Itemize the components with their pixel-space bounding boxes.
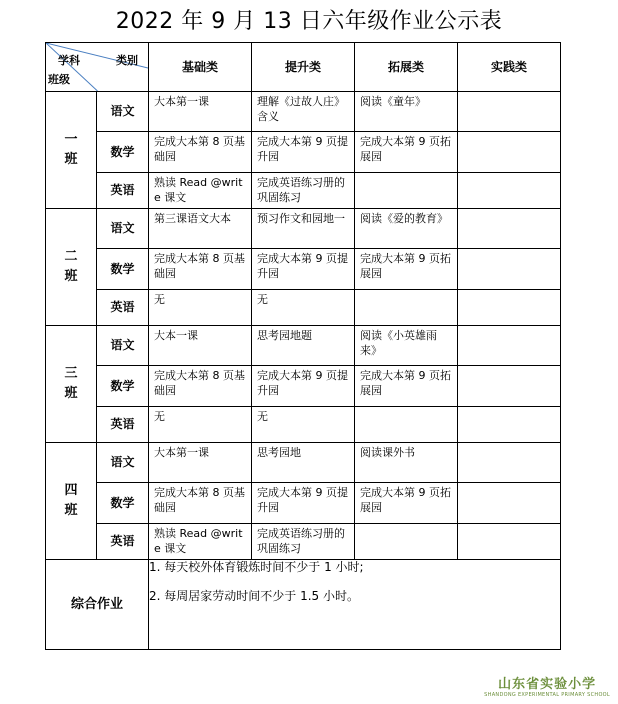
homework-text: 阅读课外书 <box>360 446 415 459</box>
homework-cell <box>149 249 252 290</box>
table-row <box>46 249 561 290</box>
homework-text: 熟读 Read @write 课文 <box>154 527 243 555</box>
homework-text: 完成大本第 9 页拓展园 <box>360 369 451 397</box>
table-row <box>46 524 561 560</box>
header-row <box>46 43 561 92</box>
page-title: 2022 年 9 月 13 日六年级作业公示表 <box>115 9 503 34</box>
class-name-char: 一 <box>64 132 78 147</box>
comprehensive-label: 综合作业 <box>46 560 149 650</box>
homework-cell <box>252 443 355 483</box>
corner-category-label: 类别 <box>116 54 138 67</box>
homework-text <box>458 92 560 94</box>
homework-cell <box>252 249 355 290</box>
homework-cell <box>458 366 561 407</box>
subject-cell: 数学 <box>97 132 149 173</box>
homework-text: 完成英语练习册的巩固练习 <box>257 527 345 555</box>
homework-text: 完成大本第 9 页拓展园 <box>360 486 451 514</box>
homework-cell <box>355 483 458 524</box>
class-name-char: 班 <box>64 386 78 401</box>
homework-cell <box>355 132 458 173</box>
homework-text: 完成大本第 9 页提升园 <box>257 486 348 514</box>
homework-text: 预习作文和园地一 <box>257 212 345 225</box>
homework-text: 大本第一课 <box>154 446 209 459</box>
corner-class-label: 班级 <box>48 73 70 86</box>
homework-cell <box>149 407 252 443</box>
homework-text <box>355 524 457 526</box>
homework-cell <box>458 483 561 524</box>
homework-text: 完成大本第 8 页基础园 <box>154 486 245 514</box>
comprehensive-content <box>149 560 561 650</box>
homework-text: 完成大本第 9 页提升园 <box>257 135 348 163</box>
table-row <box>46 290 561 326</box>
homework-text <box>355 173 457 175</box>
homework-cell <box>252 173 355 209</box>
class-cell <box>46 92 97 209</box>
homework-cell <box>252 524 355 560</box>
table-row <box>46 209 561 249</box>
subject-cell: 语文 <box>97 209 149 249</box>
homework-text: 阅读《小英雄雨来》 <box>360 329 437 357</box>
table-row <box>46 326 561 366</box>
homework-cell <box>355 443 458 483</box>
comprehensive-row <box>46 560 561 650</box>
subject-cell: 数学 <box>97 366 149 407</box>
logo-en-text: SHANDONG EXPERIMENTAL PRIMARY SCHOOL <box>484 692 610 698</box>
subject-cell: 语文 <box>97 443 149 483</box>
subject-cell: 英语 <box>97 524 149 560</box>
homework-cell <box>458 132 561 173</box>
comprehensive-item: 1. 每天校外体育锻炼时间不少于 1 小时; <box>149 560 364 574</box>
homework-cell <box>149 173 252 209</box>
homework-text: 完成英语练习册的巩固练习 <box>257 176 345 204</box>
homework-text: 完成大本第 8 页基础园 <box>154 135 245 163</box>
homework-cell <box>149 524 252 560</box>
homework-text <box>458 407 560 409</box>
homework-cell <box>252 132 355 173</box>
homework-cell <box>355 209 458 249</box>
subject-cell: 英语 <box>97 407 149 443</box>
homework-cell <box>149 443 252 483</box>
homework-cell <box>355 524 458 560</box>
subject-cell: 语文 <box>97 92 149 132</box>
subject-cell: 英语 <box>97 173 149 209</box>
homework-cell <box>252 326 355 366</box>
class-name-char: 四 <box>64 483 78 498</box>
corner-subject-label: 学科 <box>58 54 80 67</box>
homework-cell <box>252 483 355 524</box>
homework-text: 无 <box>257 293 268 306</box>
homework-cell <box>458 173 561 209</box>
homework-cell <box>355 92 458 132</box>
homework-cell <box>149 209 252 249</box>
homework-text <box>458 290 560 292</box>
homework-cell <box>355 366 458 407</box>
class-name-char: 二 <box>64 249 78 264</box>
homework-cell <box>252 290 355 326</box>
homework-cell <box>355 290 458 326</box>
homework-text: 阅读《童年》 <box>360 95 426 108</box>
class-cell <box>46 443 97 560</box>
homework-text: 无 <box>154 293 165 306</box>
table-row <box>46 132 561 173</box>
table-row <box>46 483 561 524</box>
homework-text: 无 <box>257 410 268 423</box>
class-name-char: 三 <box>64 366 78 381</box>
homework-text: 熟读 Read @write 课文 <box>154 176 243 204</box>
class-cell <box>46 326 97 443</box>
homework-text <box>458 326 560 328</box>
homework-cell <box>355 407 458 443</box>
homework-text <box>458 524 560 526</box>
homework-cell <box>458 443 561 483</box>
homework-cell <box>458 524 561 560</box>
header-advanced: 提升类 <box>252 43 355 92</box>
homework-cell <box>458 209 561 249</box>
homework-text: 理解《过故人庄》含义 <box>257 95 345 123</box>
homework-cell <box>458 290 561 326</box>
table-row <box>46 92 561 132</box>
homework-cell <box>458 407 561 443</box>
homework-cell <box>458 249 561 290</box>
homework-text: 完成大本第 9 页拓展园 <box>360 252 451 280</box>
homework-cell <box>149 366 252 407</box>
homework-text: 阅读《爱的教育》 <box>360 212 448 225</box>
subject-cell: 数学 <box>97 249 149 290</box>
header-practice: 实践类 <box>458 43 561 92</box>
logo-cn-text: 山东省实验小学 <box>498 677 597 692</box>
homework-cell <box>355 326 458 366</box>
header-extended: 拓展类 <box>355 43 458 92</box>
homework-cell <box>252 92 355 132</box>
subject-cell: 英语 <box>97 290 149 326</box>
homework-text <box>355 290 457 292</box>
homework-cell <box>149 132 252 173</box>
school-logo <box>484 673 610 698</box>
class-cell <box>46 209 97 326</box>
homework-text: 无 <box>154 410 165 423</box>
homework-text <box>458 443 560 445</box>
table-row <box>46 366 561 407</box>
subject-cell: 数学 <box>97 483 149 524</box>
subject-cell: 语文 <box>97 326 149 366</box>
homework-text: 完成大本第 8 页基础园 <box>154 252 245 280</box>
homework-text <box>458 483 560 485</box>
homework-cell <box>252 407 355 443</box>
homework-text: 完成大本第 9 页拓展园 <box>360 135 451 163</box>
header-basic: 基础类 <box>149 43 252 92</box>
corner-cell <box>46 43 149 92</box>
homework-text <box>458 209 560 211</box>
homework-cell <box>149 290 252 326</box>
class-name-char: 班 <box>64 152 78 167</box>
homework-cell <box>149 483 252 524</box>
class-name-char: 班 <box>64 269 78 284</box>
homework-table <box>45 42 561 650</box>
homework-cell <box>458 326 561 366</box>
homework-cell <box>458 92 561 132</box>
homework-cell <box>252 366 355 407</box>
homework-text: 第三课语文大本 <box>154 212 231 225</box>
homework-cell <box>355 249 458 290</box>
homework-cell <box>149 326 252 366</box>
homework-cell <box>252 209 355 249</box>
table-row <box>46 173 561 209</box>
homework-text <box>458 249 560 251</box>
homework-text: 完成大本第 8 页基础园 <box>154 369 245 397</box>
class-name-char: 班 <box>64 503 78 518</box>
homework-text <box>458 366 560 368</box>
homework-text: 完成大本第 9 页提升园 <box>257 252 348 280</box>
comprehensive-item: 2. 每周居家劳动时间不少于 1.5 小时。 <box>149 589 359 603</box>
homework-text <box>458 132 560 134</box>
homework-text: 思考园地 <box>257 446 301 459</box>
homework-cell <box>355 173 458 209</box>
table-row <box>46 443 561 483</box>
homework-text: 大本一课 <box>154 329 198 342</box>
homework-text: 大本第一课 <box>154 95 209 108</box>
homework-cell <box>149 92 252 132</box>
table-row <box>46 407 561 443</box>
homework-text <box>355 407 457 409</box>
homework-text: 完成大本第 9 页提升园 <box>257 369 348 397</box>
homework-text: 思考园地题 <box>257 329 312 342</box>
homework-text <box>458 173 560 175</box>
